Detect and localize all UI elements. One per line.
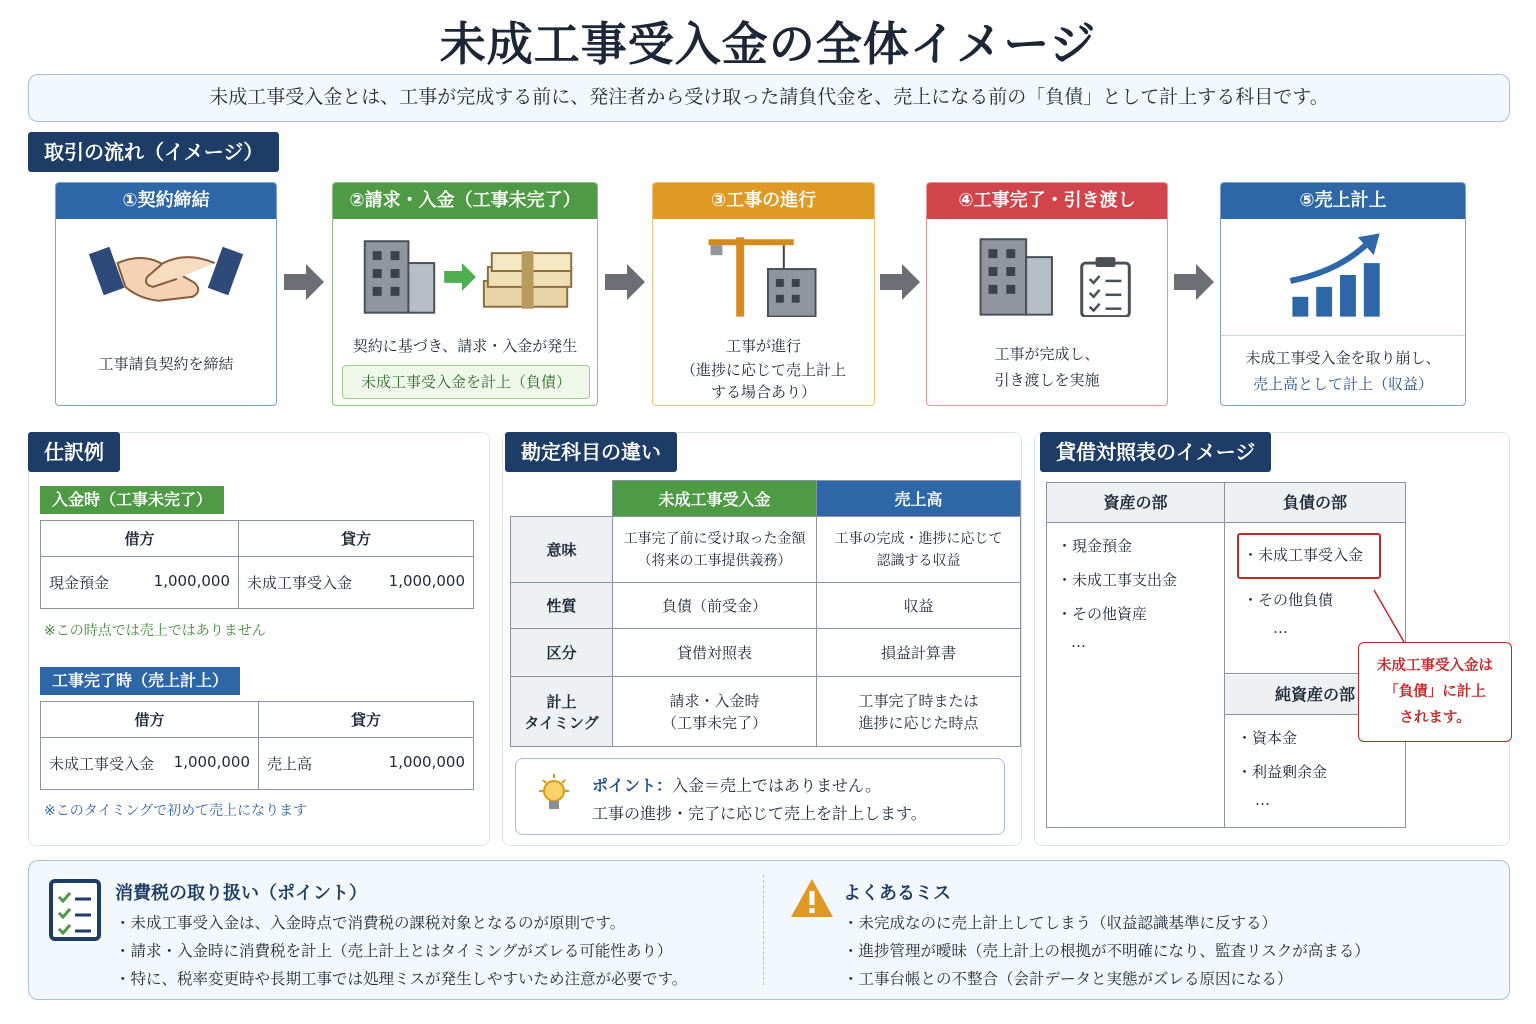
mistake-line: ・進捗管理が曖昧（売上計上の根拠が不明確になり、監査リスクが高まる） [843, 942, 1370, 960]
compare-col-1: 未成工事受入金 [613, 481, 817, 517]
bs-liab-head: 負債の部 [1225, 483, 1405, 523]
tax-line: ・特に、税率変更時や長期工事では処理ミスが発生しやすいため注意が必要です。 [115, 970, 688, 988]
credit-amount: 1,000,000 [388, 753, 465, 771]
cell-text: 請求・入金時 [669, 691, 760, 710]
cell-text: 負債（前受金） [613, 583, 817, 629]
mistake-line: ・工事台帳との不整合（会計データと実態がズレる原因になる） [843, 970, 1293, 988]
callout-line: 「負債」に計上 [1384, 684, 1486, 700]
debit-head: 借方 [41, 702, 259, 738]
tax-title: 消費税の取り扱い（ポイント） [115, 883, 367, 904]
journal-section-label: 仕訳例 [28, 432, 120, 472]
row-head-timing: 計上 [546, 692, 577, 711]
cell-text: 損益計算書 [817, 629, 1021, 677]
callout-line: 未成工事受入金は [1377, 658, 1493, 674]
debit-account: 未成工事受入金 [49, 755, 155, 773]
point-box [515, 758, 1005, 835]
bs-equity-head: 純資産の部 [1225, 675, 1405, 715]
flow-step-5-text2: 売上高として計上（収益） [1252, 375, 1433, 393]
entry2-table [40, 701, 474, 790]
bs-assets-column [1047, 483, 1225, 827]
handshake-icon [56, 227, 276, 317]
flow-step-4 [926, 182, 1168, 406]
callout-pointer [1370, 588, 1410, 644]
arrow-right-icon [282, 262, 326, 302]
entry2-note: ※このタイミングで初めて売上になります [44, 803, 308, 819]
flow-step-3-text3: する場合あり） [710, 383, 816, 401]
bs-asset-item: ・未成工事支出金 [1057, 571, 1178, 589]
row-head-category: 区分 [511, 629, 613, 677]
flow-step-5 [1220, 182, 1466, 406]
entry1-table [40, 520, 474, 609]
credit-account: 売上高 [267, 755, 313, 773]
flow-step-1 [55, 182, 277, 406]
debit-account: 現金預金 [49, 574, 110, 592]
credit-account: 未成工事受入金 [247, 574, 353, 592]
bs-equity-item: ・利益剰余金 [1237, 763, 1328, 781]
compare-table [510, 480, 1021, 747]
flow-step-5-head: ⑤売上計上 [1221, 183, 1465, 219]
arrow-right-icon [878, 262, 922, 302]
bs-asset-item: … [1071, 633, 1086, 651]
cell-text: 貸借対照表 [613, 629, 817, 677]
building-to-cash-icon [333, 227, 597, 317]
flow-step-3 [652, 182, 875, 406]
debit-amount: 1,000,000 [173, 753, 250, 771]
flow-step-4-text1: 工事が完成し、 [994, 345, 1100, 363]
flow-step-5-text1: 未成工事受入金を取り崩し、 [1245, 349, 1441, 367]
row-head-timing: タイミング [524, 713, 599, 732]
cell-text: 工事完了前に受け取った金額 [623, 530, 806, 547]
flow-step-4-head: ④工事完了・引き渡し [927, 183, 1167, 219]
growth-chart-icon [1221, 227, 1465, 317]
bs-asset-item: ・現金預金 [1057, 537, 1133, 555]
row-head-nature: 性質 [511, 583, 613, 629]
bs-assets-head: 資産の部 [1047, 483, 1224, 523]
flow-step-2-text: 契約に基づき、請求・入金が発生 [352, 337, 578, 355]
entry1-note: ※この時点では売上ではありません [44, 623, 266, 639]
bs-liab-item: … [1273, 619, 1288, 637]
cell-text: 進捗に応じた時点 [858, 713, 979, 732]
flow-step-2-tag: 未成工事受入金を計上（負債） [342, 365, 590, 399]
debit-head: 借方 [41, 521, 239, 557]
bs-liab-item: ・その他負債 [1243, 591, 1334, 609]
lightbulb-icon [536, 773, 572, 817]
cell-text: （将来の工事提供義務） [637, 552, 792, 569]
cell-text: 工事の完成・進捗に応じて [834, 530, 1003, 547]
mistakes-title: よくあるミス [843, 883, 951, 904]
arrow-right-icon [603, 262, 647, 302]
credit-amount: 1,000,000 [388, 572, 465, 590]
building-and-checklist-icon [927, 227, 1167, 317]
tax-line: ・未成工事受入金は、入金時点で消費税の課税対象となるのが原則です。 [115, 914, 626, 932]
entry2-label: 工事完了時（売上計上） [40, 667, 240, 695]
bs-asset-item: ・その他資産 [1057, 605, 1148, 623]
bs-equity-item: … [1255, 791, 1270, 809]
bs-section-label: 貸借対照表のイメージ [1040, 432, 1271, 472]
flow-step-3-head: ③工事の進行 [653, 183, 874, 219]
checklist-icon [49, 879, 101, 941]
point-text-2: 工事の進捗・完了に応じて売上を計上します。 [592, 804, 927, 823]
flow-step-2-head: ②請求・入金（工事未完了） [333, 183, 597, 219]
crane-icon [653, 227, 874, 317]
bs-equity-item: ・資本金 [1237, 729, 1298, 747]
bs-liab-highlight: ・未成工事受入金 [1237, 533, 1381, 579]
warning-icon [789, 877, 835, 919]
arrow-right-icon [1172, 262, 1216, 302]
cell-text: 工事完了時または [858, 691, 979, 710]
point-text-1: 入金＝売上ではありません。 [672, 776, 881, 795]
debit-amount: 1,000,000 [153, 572, 230, 590]
flow-step-1-text: 工事請負契約を締結 [98, 355, 234, 373]
notes-panel [28, 860, 1510, 1000]
flow-section-label: 取引の流れ（イメージ） [28, 132, 279, 172]
entry1-label: 入金時（工事未完了） [40, 486, 224, 514]
credit-head: 貸方 [259, 702, 474, 738]
flow-step-3-text1: 工事が進行 [725, 337, 801, 355]
balance-sheet [1046, 482, 1406, 828]
compare-section-label: 勘定科目の違い [505, 432, 677, 472]
credit-head: 貸方 [239, 521, 474, 557]
mistake-line: ・未完成なのに売上計上してしまう（収益認識基準に反する） [843, 914, 1278, 932]
page-title: 未成工事受入金の全体イメージ [439, 17, 1097, 71]
cell-text: 収益 [817, 583, 1021, 629]
flow-step-2 [332, 182, 598, 406]
flow-step-4-text2: 引き渡しを実施 [994, 371, 1100, 389]
flow-step-3-text2: （進捗に応じて売上計上 [680, 361, 846, 379]
flow-step-1-head: ①契約締結 [56, 183, 276, 219]
callout-line: されます。 [1399, 710, 1471, 726]
intro-banner: 未成工事受入金とは、工事が完成する前に、発注者から受け取った請負代金を、売上になる前の「負債」として計上する科目です。 [28, 74, 1510, 122]
point-label: ポイント： [592, 776, 673, 795]
compare-col-2: 売上高 [817, 481, 1021, 517]
row-head-meaning: 意味 [511, 517, 613, 583]
cell-text: 認識する収益 [876, 552, 961, 569]
cell-text: （工事未完了） [661, 713, 767, 732]
tax-line: ・請求・入金時に消費税を計上（売上計上とはタイミングがズレる可能性あり） [115, 942, 673, 960]
bs-callout [1358, 642, 1512, 742]
